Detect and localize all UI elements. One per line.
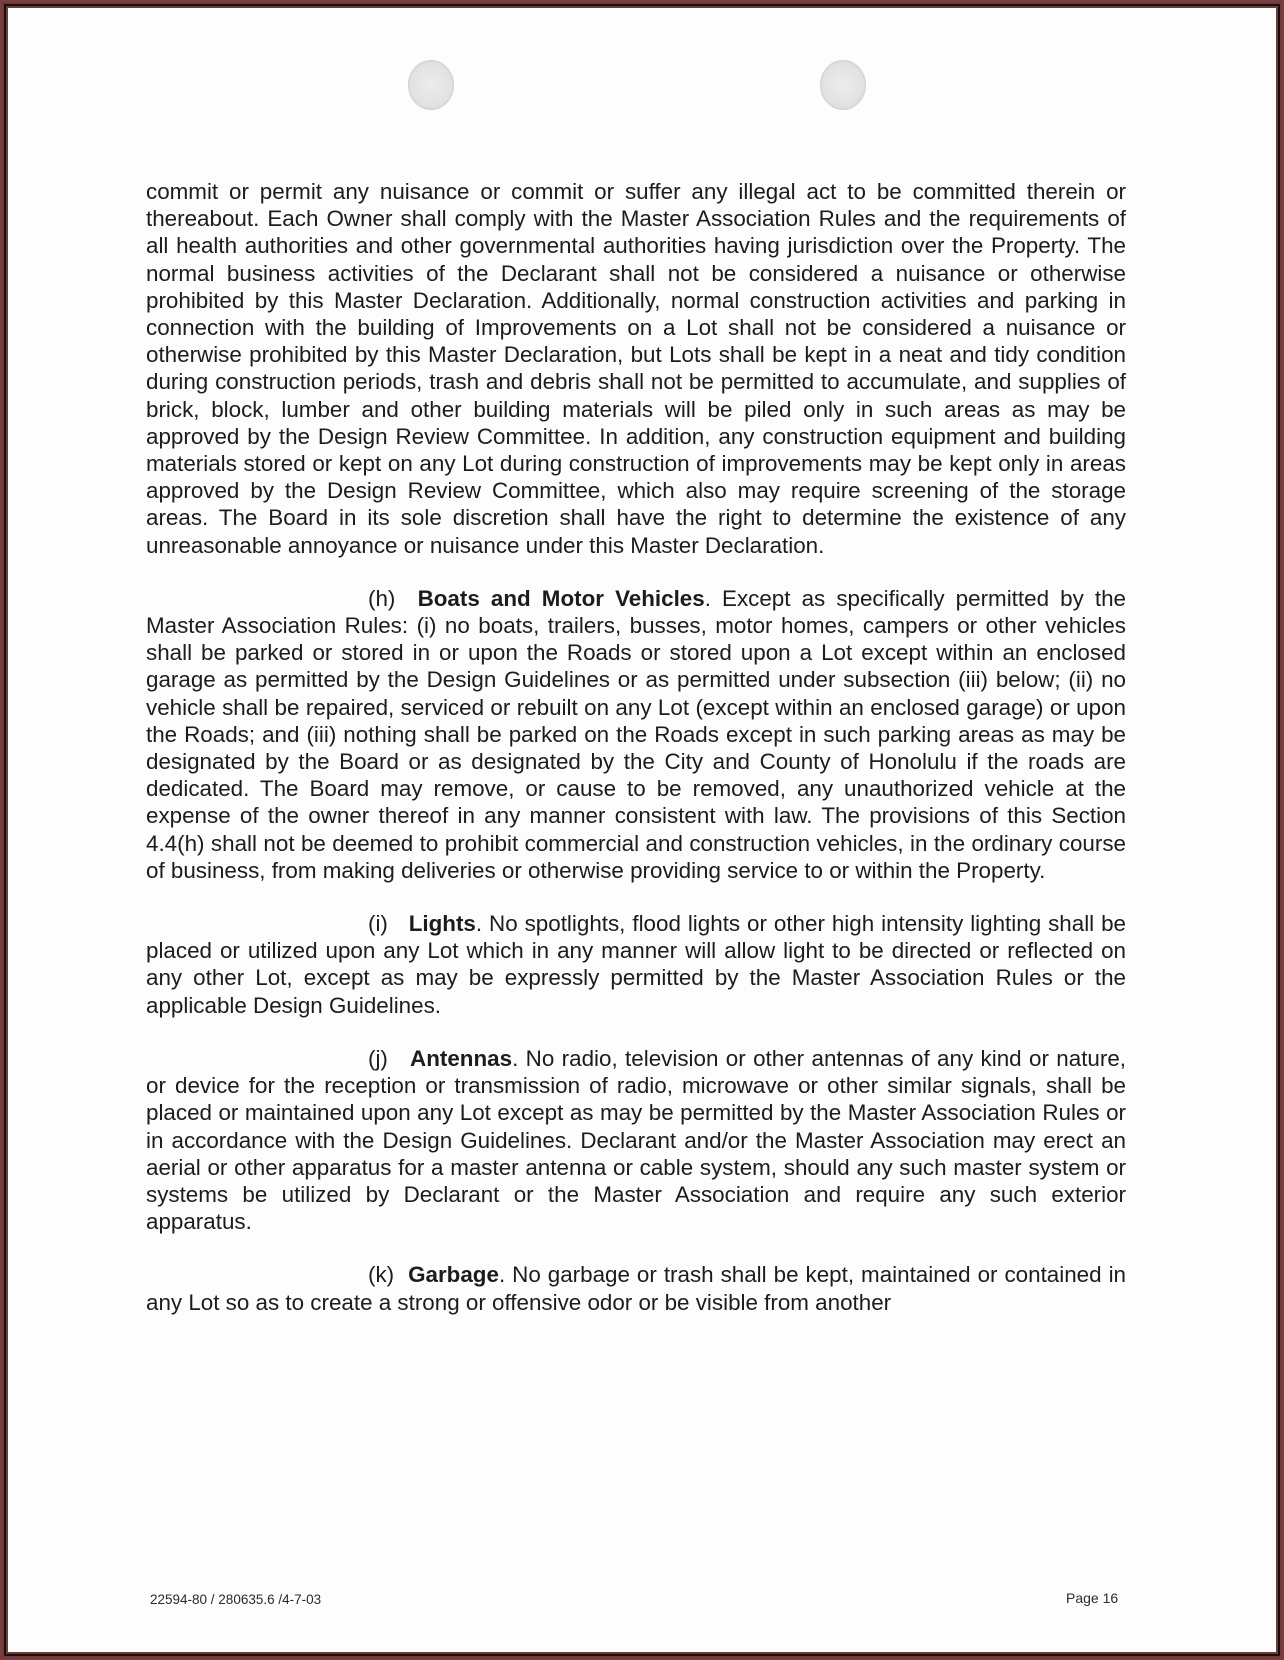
section-k-garbage <box>146 1261 1126 1315</box>
section-h-boats-and-motor-vehicles <box>146 585 1126 884</box>
punch-hole-icon <box>408 60 454 110</box>
section-label: (j) <box>368 1045 388 1071</box>
paragraph-continuation <box>146 178 1126 559</box>
section-heading: Lights <box>408 911 476 937</box>
section-label: (i) <box>368 911 388 937</box>
paragraph-text: commit or permit any nuisance or commit or suffer any illegal act to be committed therein or thereabout. Each Owner shall comply with the Master Association Rules and the requirements of all health authorities and other governmental authorities having jurisdiction over the Property. The normal business activities of the Declarant shall not be considered a nuisance or otherwise prohibited by this Master Declaration. Additionally, normal construction activities and parking in connection with the building of Improvements on a Lot shall not be considered a nuisance or otherwise prohibited by this Master Declaration, but Lots shall be kept in a neat and tidy condition during construction periods, trash and debris shall not be permitted to accumulate, and supplies of brick, block, lumber and other building materials will be piled only in such areas as may be approved by the Design Review Committee. In addition, any construction equipment and building materials stored or kept on any Lot during construction of improvements may be kept only in areas approved by the Design Review Committee, which also may require screening of the storage areas. The Board in its sole discretion shall have the right to determine the existence of any unreasonable annoyance or nuisance under this Master Declaration. <box>146 179 1126 558</box>
paragraph-text: . No radio, television or other antennas of any kind or nature, or device for the reception or transmission of radio, microwave or other similar signals, shall be placed or maintained upon any Lot except as may be permitted by the Master Association Rules or in accordance with the Design Guidelines. Declarant and/or the Master Association may erect an aerial or other apparatus for a master antenna or cable system, should any such master system or systems be utilized by Declarant or the Master Association and require any such exterior apparatus. <box>146 1045 1126 1235</box>
punch-hole-icon <box>820 60 866 110</box>
paragraph-text: . No garbage or trash shall be kept, maintained or contained in any Lot so as to create a strong or offensive odor or be visible from another <box>146 1262 1126 1315</box>
section-i-lights <box>146 910 1126 1019</box>
section-heading: Antennas <box>410 1045 513 1071</box>
document-body <box>146 178 1126 1316</box>
section-j-antennas <box>146 1045 1126 1235</box>
section-heading: Boats and Motor Vehicles <box>417 585 705 611</box>
section-heading: Garbage <box>408 1262 499 1288</box>
paragraph-text: . No spotlights, flood lights or other high intensity lighting shall be placed or utilized upon any Lot which in any manner will allow light to be directed or reflected on any other Lot, except as may be expressly permitted by the Master Association Rules or the applicable Design Guidelines. <box>146 911 1126 1018</box>
section-label: (k) <box>368 1262 395 1288</box>
document-id-footer: 22594-80 / 280635.6 /4-7-03 <box>150 1592 322 1607</box>
paragraph-text: . Except as specifically permitted by the Master Association Rules: (i) no boats, trailers, busses, motor homes, campers or other vehicles shall be parked or stored in or upon the Roads or stored upon a Lot except within an enclosed garage as permitted by the Design Guidelines or as permitted under subsection (iii) below; (ii) no vehicle shall be repaired, serviced or rebuilt on any Lot (except within an enclosed garage) or upon the Roads; and (iii) nothing shall be parked on the Roads except in such parking areas as may be designated by the Board or as designated by the City and County of Honolulu if the roads are dedicated. The Board may remove, or cause to be removed, any unauthorized vehicle at the expense of the owner thereof in any manner consistent with law. The provisions of this Section 4.4(h) shall not be deemed to prohibit commercial and construction vehicles, in the ordinary course of business, from making deliveries or otherwise providing service to or within the Property. <box>146 585 1126 883</box>
section-label: (h) <box>368 585 396 611</box>
page-number: Page 16 <box>1066 1590 1119 1606</box>
